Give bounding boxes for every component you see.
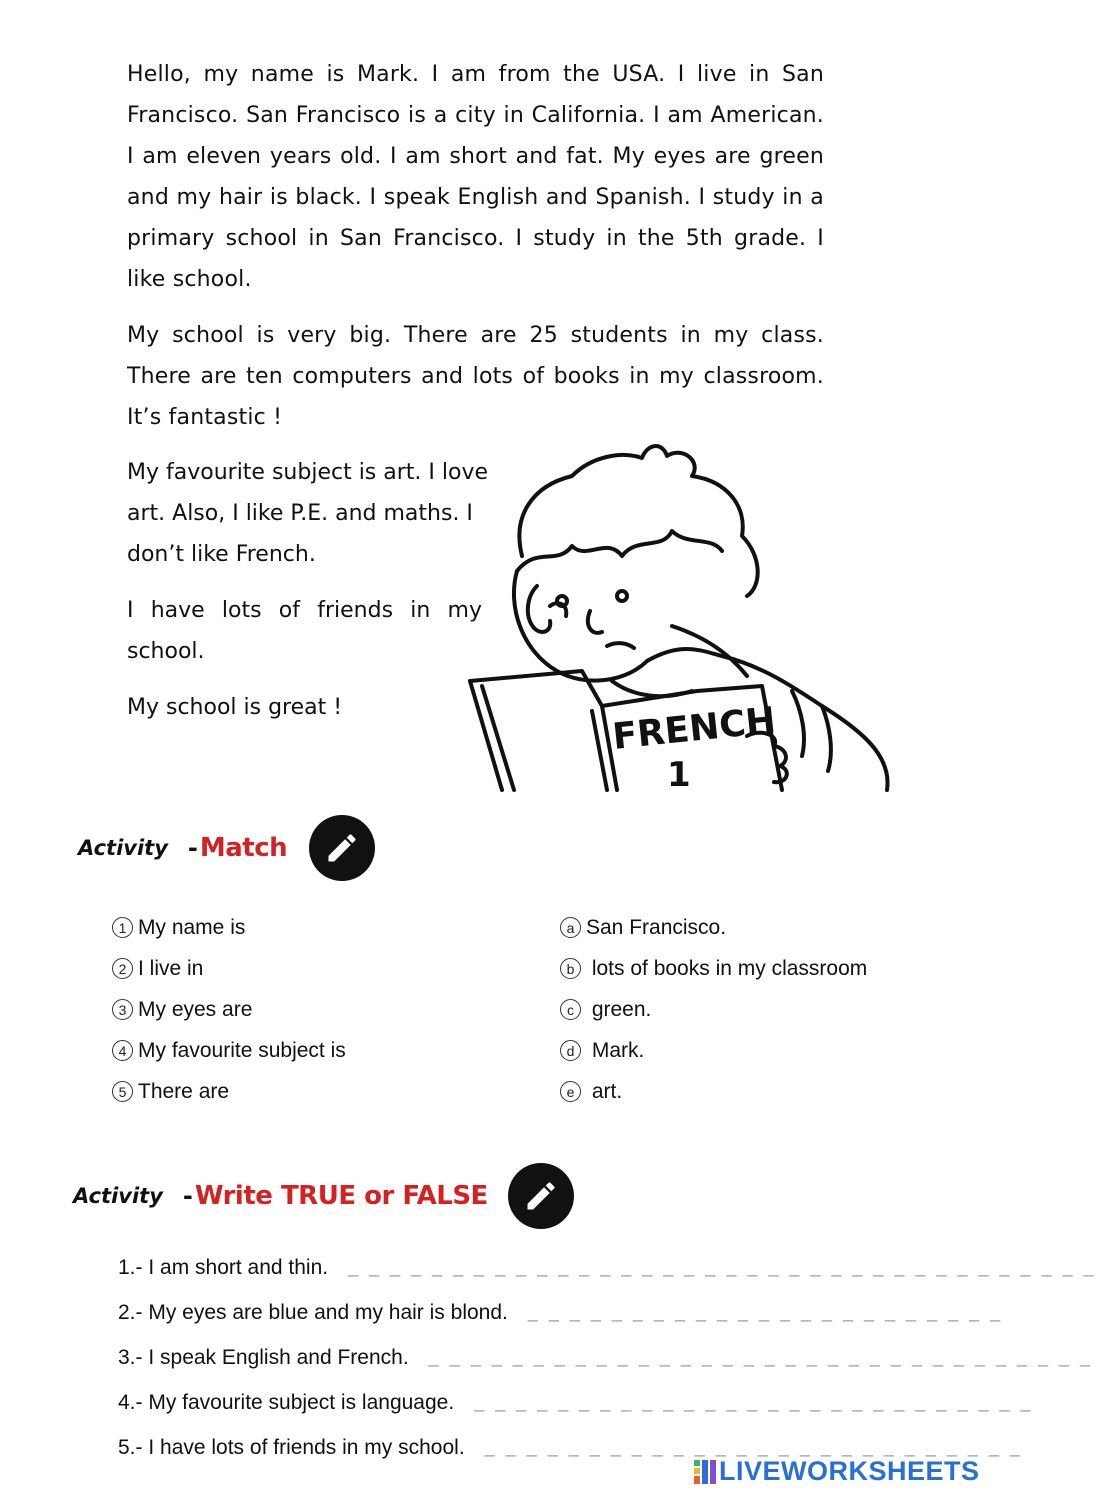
match-left-column — [112, 907, 346, 1112]
letter-marker: d — [560, 1040, 581, 1061]
answer-blank[interactable]: _ _ _ _ _ _ _ _ _ _ _ _ _ _ _ _ _ _ _ _ _ _ _ _ _ _ — [484, 1437, 1023, 1457]
match-left-text: My eyes are — [138, 997, 253, 1021]
match-right-column — [560, 907, 882, 1112]
match-left-item — [112, 989, 346, 1030]
paragraph-intro: Hello, my name is Mark. I am from the USA. I live in San Francisco. San Francisco is a city in California. I am American. I am eleven years old. I am short and fat. My eyes are green and my hair is black. I speak English and Spanish. I study in a primary school in San Francisco. I study in the 5th grade. I like school. — [127, 62, 824, 292]
match-right-text: green. — [586, 997, 652, 1021]
statement-text: 1.- I am short and thin. — [118, 1255, 329, 1279]
match-right-item — [560, 989, 882, 1030]
match-left-text: I live in — [138, 956, 204, 980]
letter-marker: b — [560, 958, 581, 979]
paragraph-closing: My school is great ! — [127, 695, 343, 720]
letter-marker: c — [560, 999, 581, 1020]
number-marker: 3 — [112, 999, 133, 1020]
pencil-icon — [309, 815, 375, 881]
reading-passage — [127, 54, 824, 453]
statement-text: 3.- I speak English and French. — [118, 1345, 409, 1369]
answer-blank[interactable]: _ _ _ _ _ _ _ _ _ _ _ _ _ _ _ _ _ _ _ _ _ _ _ _ _ _ _ _ _ _ _ _ _ _ _ _ — [348, 1257, 1097, 1277]
match-left-text: My name is — [138, 915, 246, 939]
liveworksheets-logo-icon — [693, 1458, 717, 1486]
true-false-item — [118, 1335, 1094, 1380]
activity-match-header — [78, 815, 375, 881]
liveworksheets-logo[interactable] — [693, 1456, 980, 1487]
statement-text: 4.- My favourite subject is language. — [118, 1390, 455, 1414]
match-right-item — [560, 1071, 882, 1112]
activity-label: Activity — [73, 1184, 163, 1208]
true-false-item — [118, 1290, 1004, 1335]
paragraph-school: My school is very big. There are 25 students in my class. There are ten computers and lots of books in my classroom. It’s fantastic ! — [127, 323, 824, 430]
letter-marker: a — [560, 917, 581, 938]
match-right-item — [560, 907, 882, 948]
answer-blank[interactable]: _ _ _ _ _ _ _ _ _ _ _ _ _ _ _ _ _ _ _ _ _ _ _ _ _ _ _ — [474, 1392, 1034, 1412]
paragraph-subjects: My favourite subject is art. I love art. Also, I like P.E. and maths. I don’t like French. — [127, 460, 489, 567]
match-right-item — [560, 948, 882, 989]
paragraph-friends: I have lots of friends in my school. — [127, 598, 482, 664]
activity-dash: - — [187, 834, 198, 862]
match-right-text: art. — [586, 1079, 623, 1103]
number-marker: 1 — [112, 917, 133, 938]
statement-text: 5.- I have lots of friends in my school. — [118, 1435, 465, 1459]
match-left-text: There are — [138, 1079, 230, 1103]
statement-text: 2.- My eyes are blue and my hair is blond. — [118, 1300, 508, 1324]
boy-reading-french-book-illustration — [462, 436, 898, 795]
match-right-text: Mark. — [586, 1038, 645, 1062]
number-marker: 2 — [112, 958, 133, 979]
true-false-item — [118, 1245, 1097, 1290]
book-number: 1 — [667, 755, 691, 795]
match-left-text: My favourite subject is — [138, 1038, 346, 1062]
activity-title: Write TRUE or FALSE — [194, 1181, 488, 1211]
true-false-item — [118, 1380, 1034, 1425]
activity-title: Match — [199, 833, 288, 863]
answer-blank[interactable]: _ _ _ _ _ _ _ _ _ _ _ _ _ _ _ _ _ _ _ _ _ _ _ _ _ _ _ _ _ _ _ _ — [428, 1347, 1094, 1367]
pencil-icon — [508, 1163, 574, 1229]
book-label: FRENCH — [610, 700, 778, 758]
liveworksheets-logo-text: LIVEWORKSHEETS — [719, 1456, 980, 1486]
answer-blank[interactable]: _ _ _ _ _ _ _ _ _ _ _ _ _ _ _ _ _ _ _ _ _ _ _ — [527, 1302, 1004, 1322]
true-false-list — [118, 1245, 1097, 1470]
match-right-text: lots of books in my classroom — [586, 956, 868, 980]
match-left-item — [112, 1030, 346, 1071]
number-marker: 4 — [112, 1040, 133, 1061]
activity-label: Activity — [78, 836, 168, 860]
match-left-item — [112, 948, 346, 989]
match-right-text: San Francisco. — [586, 915, 727, 939]
activity-true-false-header — [73, 1163, 574, 1229]
letter-marker: e — [560, 1081, 581, 1102]
number-marker: 5 — [112, 1081, 133, 1102]
match-left-item — [112, 907, 346, 948]
activity-dash: - — [182, 1182, 193, 1210]
match-right-item — [560, 1030, 882, 1071]
match-left-item — [112, 1071, 346, 1112]
